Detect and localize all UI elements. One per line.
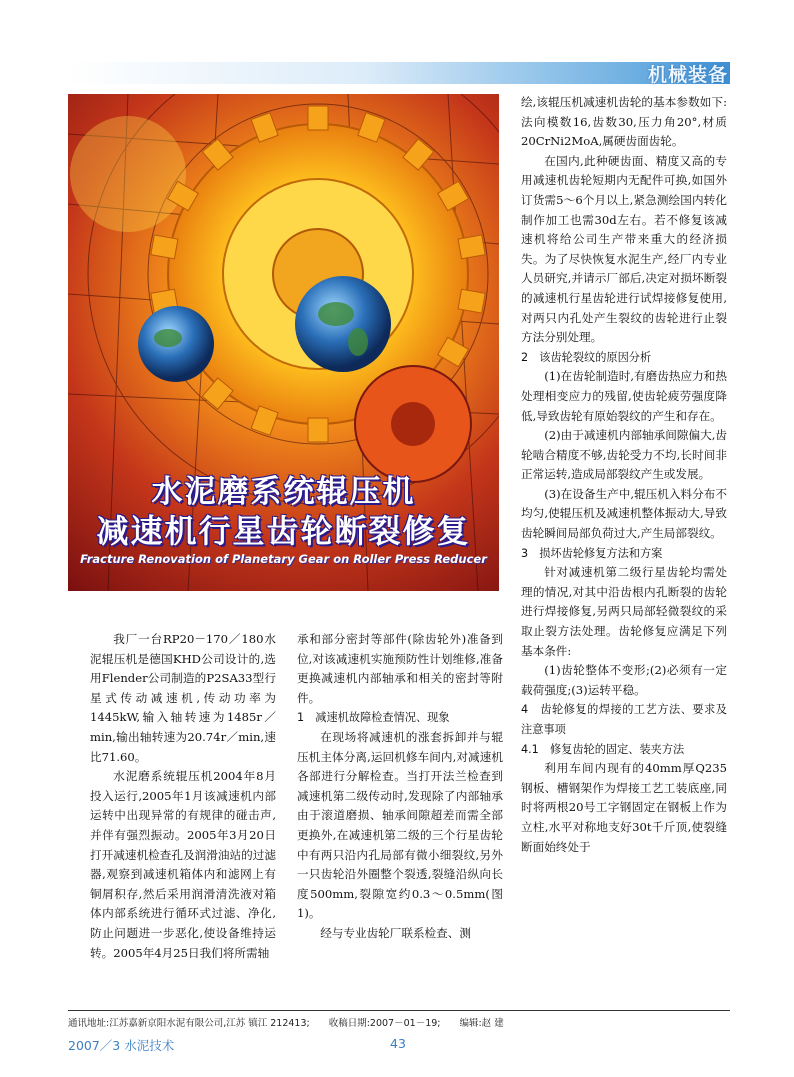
- cover-english-title: Fracture Renovation of Planetary Gear on Roller Press Reducer: [80, 552, 487, 566]
- footnote: 通讯地址:江苏嘉新京阳水泥有限公司,江苏 镇江 212413; 收稿日期:2007－01－19; 编辑:赵 建: [68, 1018, 504, 1029]
- section-tag: 机械装备: [647, 64, 728, 86]
- header-band: [68, 62, 730, 84]
- paragraph: (3)在设备生产中,辊压机入料分布不均匀,使辊压机及减速机整体振动大,导致齿轮瞬间局部负荷过大,产生局部裂纹。: [521, 486, 727, 541]
- body-column-right: [521, 93, 727, 857]
- paragraph: 经与专业齿轮厂联系检查、测: [320, 925, 471, 940]
- page-number: 43: [390, 1036, 406, 1051]
- cover-title-line2: 减速机行星齿轮断裂修复: [96, 512, 471, 550]
- body-column-left: [90, 630, 276, 963]
- section-heading: 2 该齿轮裂纹的原因分析: [521, 350, 652, 364]
- section-heading: 4.1 修复齿轮的固定、装夹方法: [521, 742, 685, 756]
- paragraph: (2)由于减速机内部轴承间隙偏大,齿轮啮合精度不够,齿轮受力不均,长时间非正常运转,造成局部裂纹产生或发展。: [521, 428, 727, 482]
- section-heading: 3 损坏齿轮修复方法和方案: [521, 546, 663, 560]
- body-column-middle: [297, 630, 503, 944]
- cover-title-line1: 水泥磨系统辊压机: [151, 474, 416, 510]
- paragraph: (1)在齿轮制造时,有磨齿热应力和热处理相变应力的残留,使齿轮疲劳强度降低,导致齿轮有原始裂纹的产生和存在。: [521, 369, 727, 423]
- section-heading: 4 齿轮修复的焊接的工艺方法、要求及注意事项: [521, 703, 727, 736]
- paragraph: 针对减速机第二级行星齿轮均需处理的情况,对其中沿齿根内孔断裂的齿轮进行焊接修复,另两只局部轻微裂纹的采取止裂方法处理。齿轮修复应满足下列基本条件:: [521, 565, 727, 658]
- paragraph: 绘,该辊压机减速机齿轮的基本参数如下:法向模数16,齿数30,压力角20°,材质20CrNi2MoA,属硬齿面齿轮。: [521, 95, 727, 149]
- paragraph: 承和部分密封等部件(除齿轮外)准备到位,对该减速机实施预防性计划维修,准备更换减速机内部轴承和相关的密封等附件。: [297, 632, 503, 705]
- footer-rule: [68, 1010, 730, 1011]
- journal-issue: 2007／3 水泥技术: [68, 1038, 175, 1053]
- paragraph: 在现场将减速机的涨套拆卸并与辊压机主体分离,运回机修车间内,对减速机各部进行分解检查。当打开法兰检查到减速机第二级传动时,发现除了内部轴承由于滚道磨损、轴承间隙超差而需全部更换外,在减速机第二级的三个行星齿轮中有两只沿内孔局部有微小细裂纹,另外一只齿轮沿外圈整个裂透,裂缝沿纵向长度500mm,裂隙宽约0.3～0.5mm(图1)。: [297, 729, 503, 921]
- cover-image: [68, 94, 499, 591]
- paragraph: 我厂一台RP20－170／180水泥辊压机是德国KHD公司设计的,选用Flender公司制造的P2SA33型行星式传动减速机,传动功率为1445kW,输入轴转速为1485r／min,输出轴转速为20.74r／min,速比71.60。: [90, 632, 276, 764]
- paragraph: (1)齿轮整体不变形;(2)必须有一定载荷强度;(3)运转平稳。: [521, 663, 727, 697]
- section-heading: 1 减速机故障检查情况、现象: [297, 711, 450, 725]
- paragraph: 水泥磨系统辊压机2004年8月投入运行,2005年1月该减速机内部运转中出现异常的有规律的碰击声,并伴有强烈振动。2005年3月20日打开减速机检查孔及润滑油站的过滤器,观察到减速机箱体内和滤网上有铜屑积存,然后采用润滑清洗液对箱体内部系统进行循环式过滤、净化,防止问题进一步恶化,使设备维持运转。2005年4月25日我们将所需轴: [90, 769, 276, 960]
- paragraph: 在国内,此种硬齿面、精度又高的专用减速机齿轮短期内无配件可换,如国外订货需5～6个月以上,紧急测绘国内转化制作加工也需30d左右。若不修复该减速机将给公司生产带来重大的经济损失。为了尽快恢复水泥生产,经厂内专业人员研究,并请示厂部后,决定对损坏断裂的减速机行星齿轮进行试焊接修复使用,对两只内孔处产生裂纹的齿轮进行止裂方法分别处理。: [521, 153, 727, 345]
- paragraph: 利用车间内现有的40mm厚Q235钢板、槽钢架作为焊接工艺工装底座,同时将两根20号工字钢固定在钢板上作为立柱,水平对称地支好30t千斤顶,使裂缝断面始终处于: [521, 761, 727, 854]
